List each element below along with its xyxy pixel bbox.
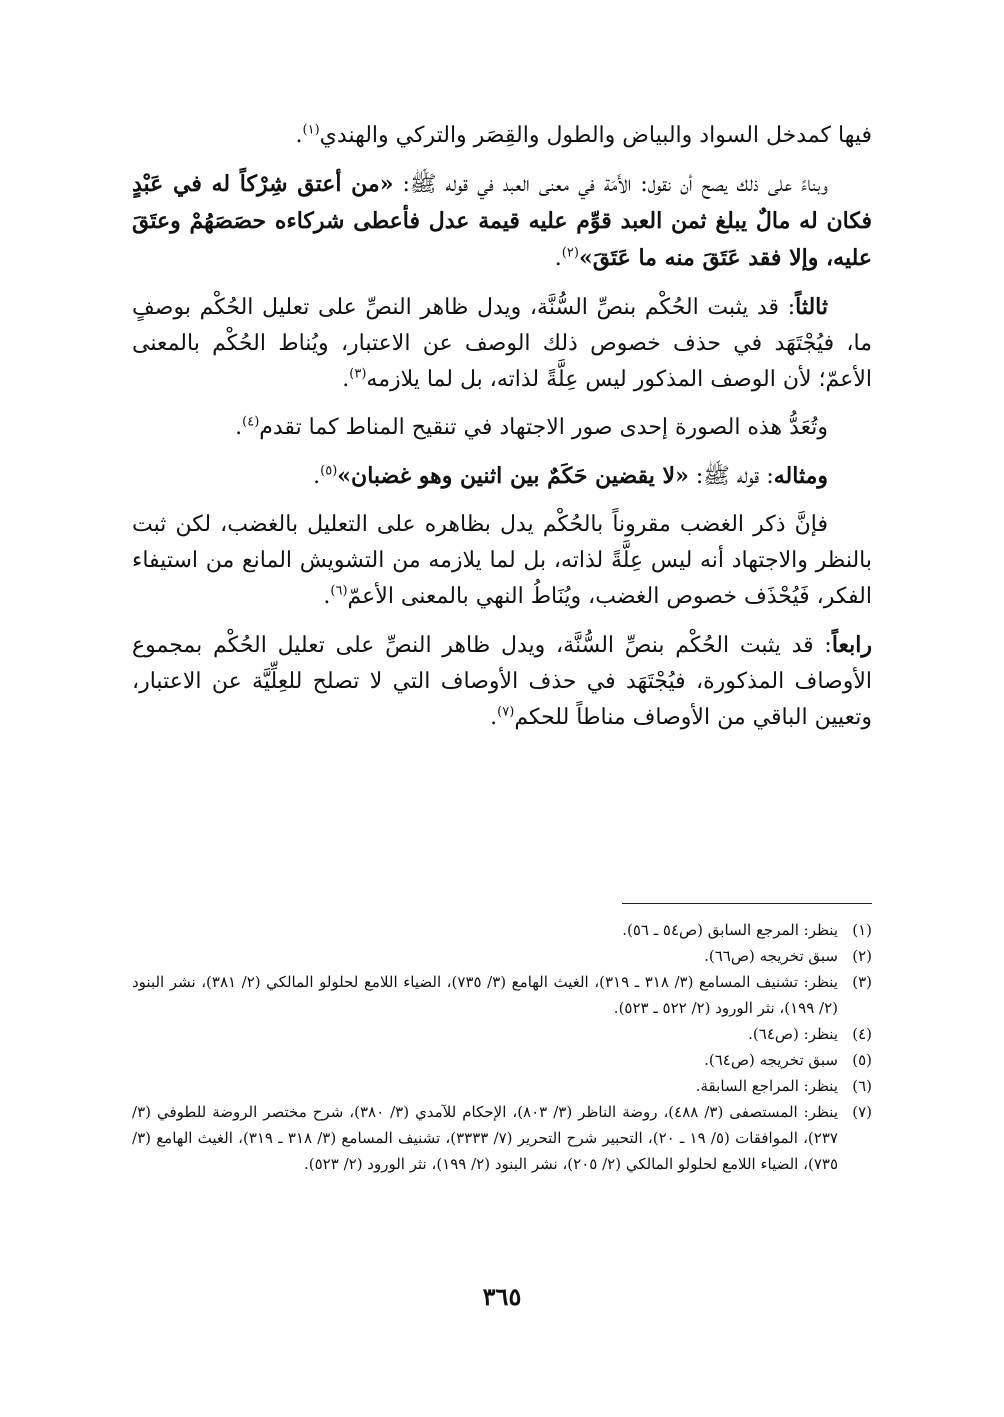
footnote-ref[interactable]: (٤) xyxy=(242,414,260,430)
footnote-7 xyxy=(132,1099,872,1177)
paragraph-tail: . xyxy=(554,246,562,271)
footnote-ref[interactable]: (٣) xyxy=(349,366,367,382)
section-lead: ثالثاً xyxy=(795,294,828,320)
footnote-ref[interactable]: (٦) xyxy=(330,583,348,599)
paragraph-tail: . xyxy=(235,415,243,440)
paragraph-text: : قد يثبت الحُكْم بنصِّ السُّنَّة، ويدل ظاهر النصِّ على تعليل الحُكْم بوصفٍ ما، فيُجْتَهَد في حذف خصوص ذلك الوصف عن الاعتبار، ويُناط الحُكْم بالمعنى الأعمّ؛ لأن الوصف المذكور ليس عِلَّةً لذاته، بل لما يلازمه xyxy=(132,295,872,392)
footnote-ref[interactable]: (٥) xyxy=(320,463,338,479)
paragraph-tail: . xyxy=(313,464,321,489)
footnotes xyxy=(132,917,872,1177)
footnote-ref[interactable]: (٢) xyxy=(561,245,579,261)
paragraph-5 xyxy=(132,458,872,495)
footnote-2 xyxy=(132,943,872,969)
footnote-number: (٤) xyxy=(852,1025,872,1043)
footnote-3 xyxy=(132,969,872,1021)
footnote-text: ينظر: (ص٦٤). xyxy=(748,1025,838,1043)
footnote-text: ينظر: المستصفى (٣/ ٤٨٨)، روضة الناظر (٣/ ٨٠٣)، الإحكام للآمدي (٣/ ٣٨٠)، شرح مختصر الروضة للطوفي (٣/ ٢٣٧)، الموافقات (٥/ ١٩ ـ ٢٠)، التحبير شرح التحرير (٧/ ٣٣٣٣)، تشنيف المسامع (٣/ ٣١٨ ـ ٣١٩)، الغيث الهامع (٣/ ٧٣٥)، الضياء اللامع لحلولو المالكي (٢/ ٢٠٥)، نشر البنود (٢/ ١٩٩)، نثر الورود (٢/ ٥٢٣). xyxy=(132,1103,839,1173)
footnote-number: (٢) xyxy=(852,947,872,965)
paragraph-text: وتُعَدُّ هذه الصورة إحدى صور الاجتهاد في تنقيح المناط كما تقدم xyxy=(259,415,828,440)
footnote-number: (٦) xyxy=(852,1077,872,1095)
paragraph-7 xyxy=(132,627,872,736)
footnote-text: ينظر: المرجع السابق (ص٥٤ ـ ٥٦). xyxy=(622,921,838,939)
paragraph-3 xyxy=(132,289,872,398)
footnote-number: (١) xyxy=(852,921,872,939)
hadith-quote: «لا يقضين حَكَمٌ بين اثنين وهو غضبان» xyxy=(337,463,689,489)
paragraph-tail: . xyxy=(342,367,350,392)
footnote-text: ينظر: تشنيف المسامع (٣/ ٣١٨ ـ ٣١٩)، الغيث الهامع (٣/ ٧٣٥)، الضياء اللامع لحلولو المالكي (٢/ ٣٨١)، نشر البنود (٢/ ١٩٩)، نثر الورود (٢/ ٥٢٢ ـ ٥٢٣). xyxy=(132,973,838,1017)
page-number: ٣٦٥ xyxy=(482,1282,522,1311)
main-text xyxy=(132,118,872,748)
footnote-separator xyxy=(622,903,872,904)
paragraph-text: وبناءً على ذلك يصح أن نقول: الأَمَة في معنى العبد في قوله ﷺ: xyxy=(393,172,828,197)
footnote-number: (٣) xyxy=(852,973,872,991)
paragraph-tail: . xyxy=(490,705,498,730)
paragraph-2 xyxy=(132,166,872,277)
section-lead: ومثاله xyxy=(773,463,828,489)
hadith-quote: «من أعتق شِرْكاً له في عَبْدٍ فكان له مالٌ يبلغ ثمن العبد قوِّم عليه قيمة عدل فأعطى شركاءه حصَصَهُمْ وعتَقَ عليه، وإلا فقد عَتَقَ منه ما عَتَقَ» xyxy=(132,171,872,271)
footnote-number: (٥) xyxy=(852,1051,872,1069)
paragraph-text: فإنَّ ذكر الغضب مقروناً بالحُكْم يدل بظاهره على التعليل بالغضب، لكن ثبت بالنظر والاجتهاد أنه ليس عِلَّةً لذاته، بل لما يلازمه من التشويش المانع من استيفاء الفكر، فَيُحْذَف خصوص الغضب، ويُنَاطُ النهي بالمعنى الأعمّ xyxy=(132,512,872,609)
footnote-text: سبق تخريجه (ص٦٦). xyxy=(704,947,838,965)
footnote-text: سبق تخريجه (ص٦٤). xyxy=(704,1051,838,1069)
footnote-ref[interactable]: (١) xyxy=(302,122,320,138)
paragraph-tail: . xyxy=(295,123,303,148)
paragraph-text: فيها كمدخل السواد والبياض والطول والقِصَر والتركي والهندي xyxy=(319,123,872,148)
paragraph-4 xyxy=(132,410,872,446)
paragraph-text: : قد يثبت الحُكْم بنصِّ السُّنَّة، ويدل ظاهر النصِّ على تعليل الحُكْم بمجموع الأوصاف المذكورة، فيُجْتَهَد في حذف الأوصاف التي لا تصلح للعِلِّيَّة عن الاعتبار، وتعيين الباقي من الأوصاف مناطاً للحكم xyxy=(132,633,872,730)
footnote-number: (٧) xyxy=(852,1103,872,1121)
footnote-ref[interactable]: (٧) xyxy=(497,704,515,720)
paragraph-text: : قوله ﷺ: xyxy=(688,464,774,489)
footnote-text: ينظر: المراجع السابقة. xyxy=(695,1077,838,1095)
paragraph-1 xyxy=(132,118,872,154)
paragraph-6 xyxy=(132,507,872,615)
footnote-5 xyxy=(132,1047,872,1073)
footnote-6 xyxy=(132,1073,872,1099)
footnote-1 xyxy=(132,917,872,943)
paragraph-tail: . xyxy=(323,584,331,609)
footnote-4 xyxy=(132,1021,872,1047)
section-lead: رابعاً xyxy=(831,632,872,658)
